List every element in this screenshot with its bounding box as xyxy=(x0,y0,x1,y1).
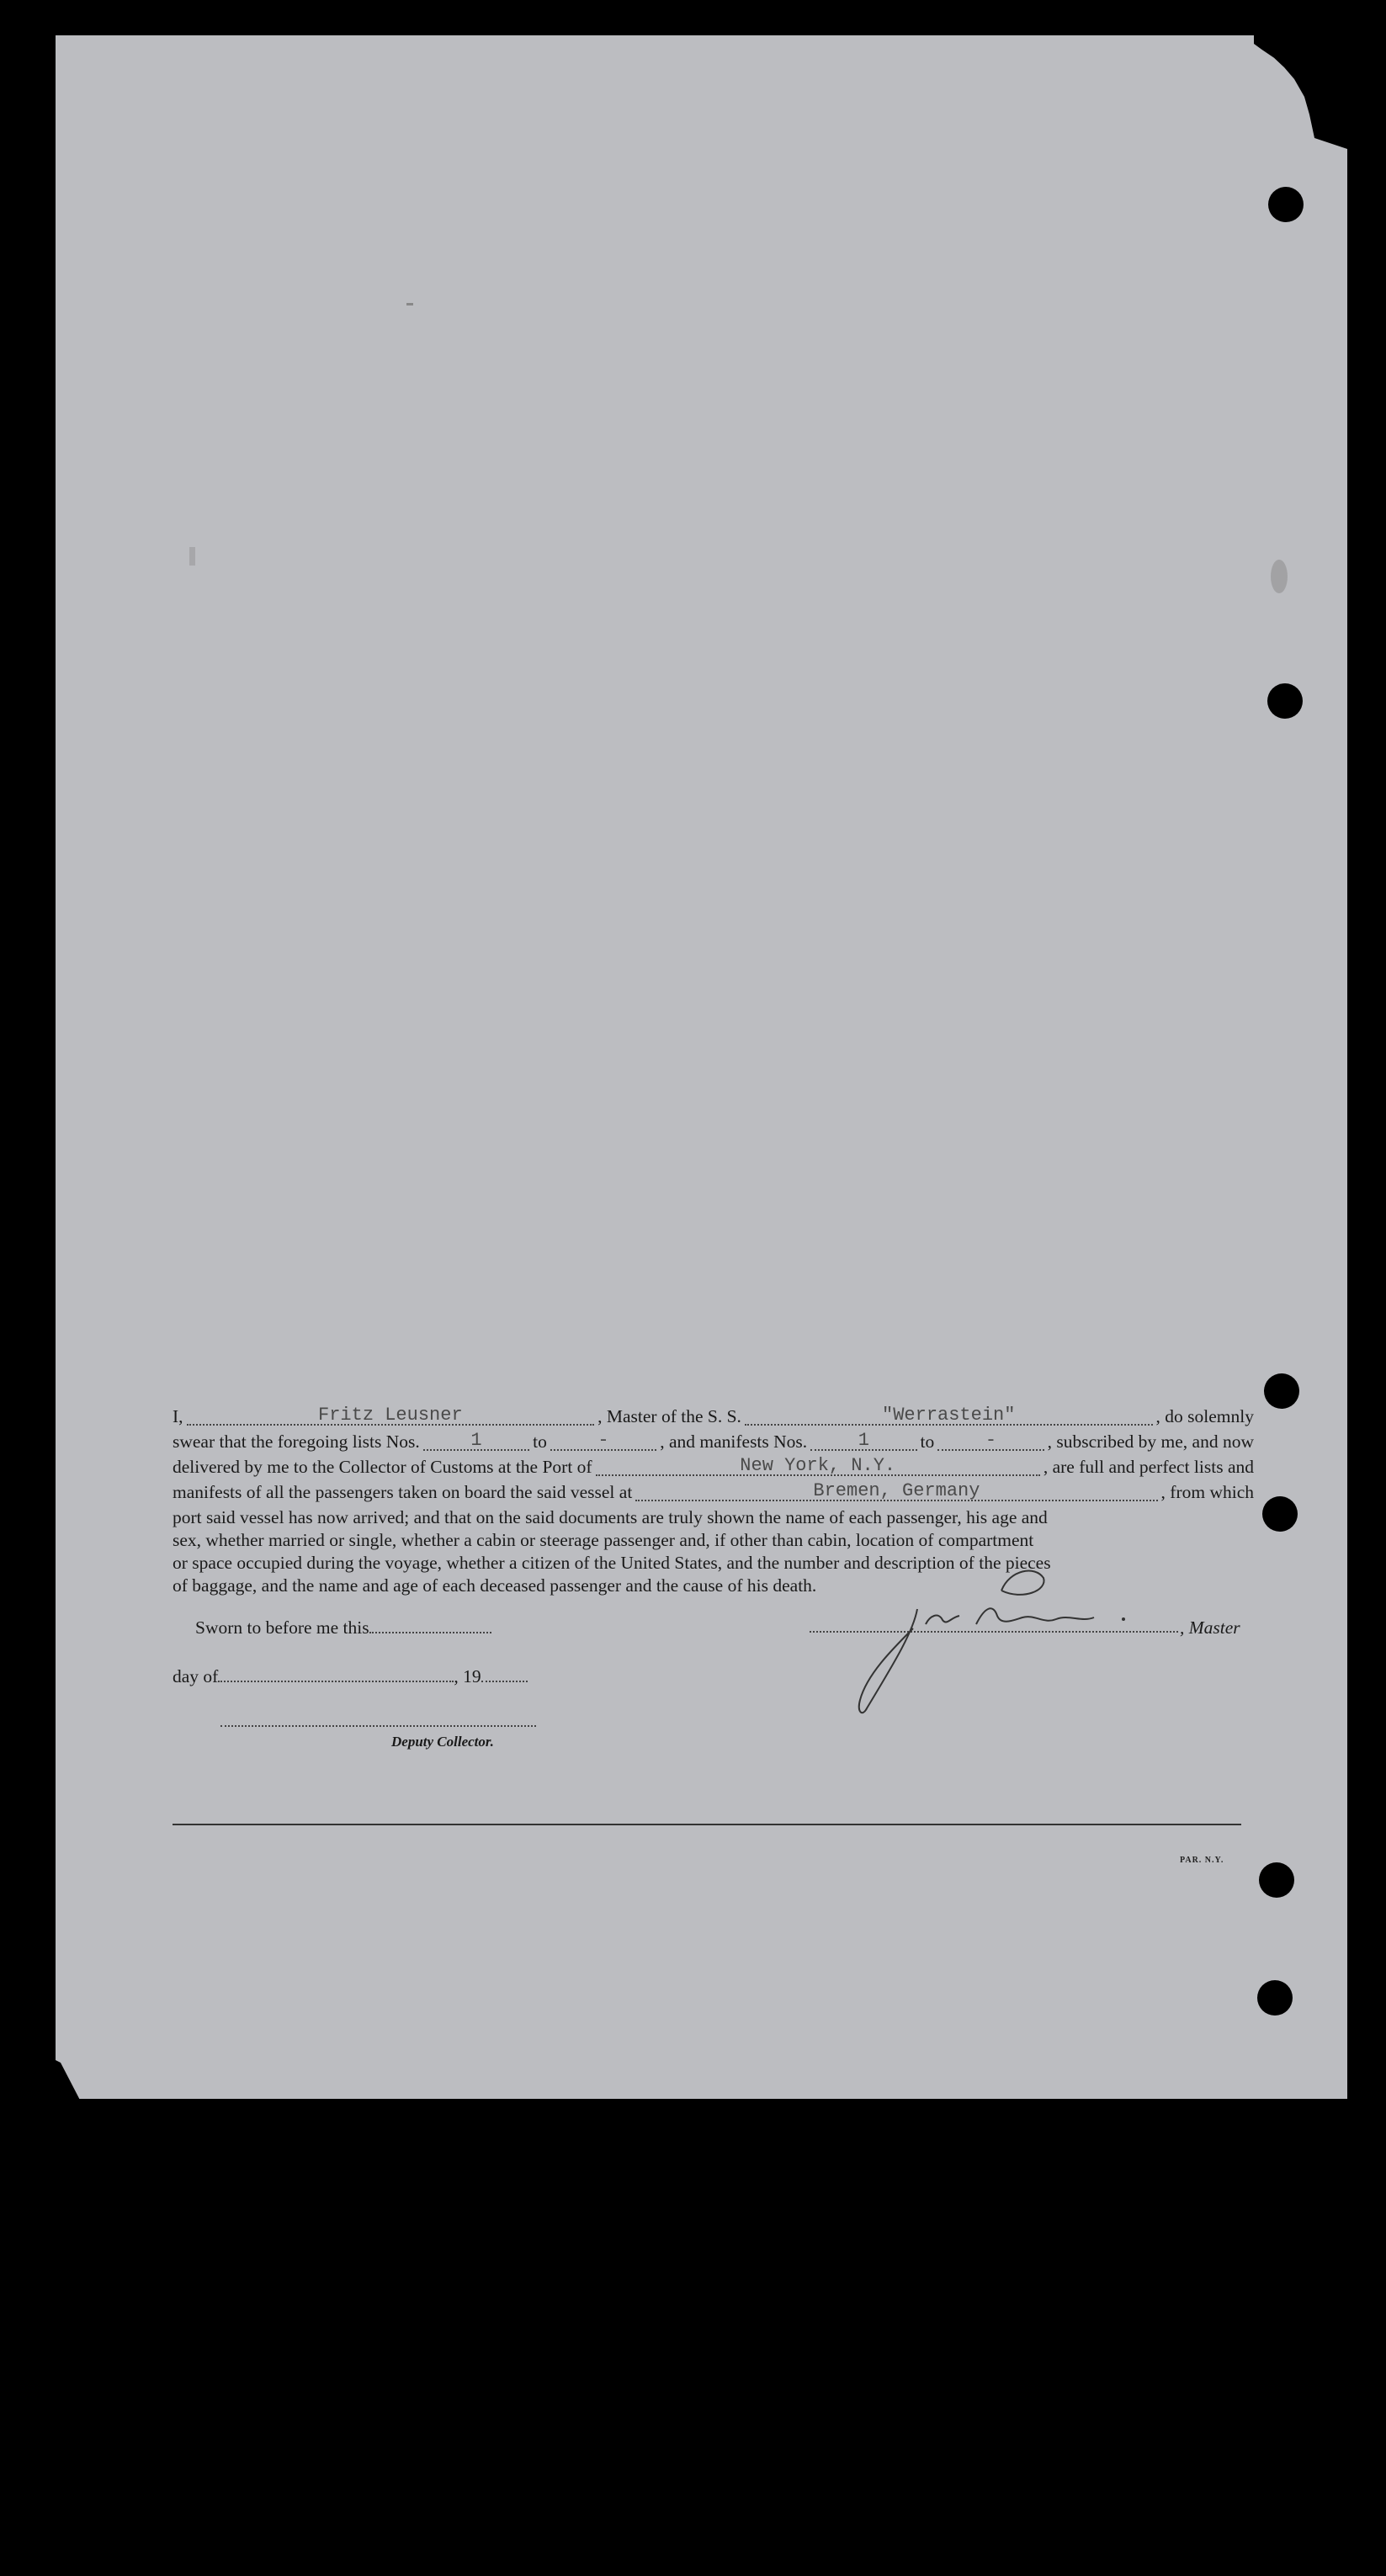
speck xyxy=(189,547,195,566)
manifests-from: 1 xyxy=(858,1430,869,1451)
punch-hole xyxy=(1262,1496,1298,1532)
oath-text: , subscribed by me, and now xyxy=(1047,1431,1255,1452)
document-page xyxy=(56,35,1347,2099)
lists-to: - xyxy=(597,1430,609,1451)
sworn-text: Sworn to before me this xyxy=(195,1617,369,1638)
lists-from: 1 xyxy=(470,1430,482,1451)
punch-hole xyxy=(1267,683,1303,719)
oath-text: to xyxy=(920,1431,935,1452)
year-text: , 19 xyxy=(454,1666,481,1686)
oath-text: , from which xyxy=(1160,1482,1254,1502)
oath-line-1 xyxy=(173,1405,1254,1431)
lists-to-field xyxy=(550,1431,656,1451)
oath-line-6: sex, whether married or single, whether a cabin or steerage passenger and, if other than cabin, location of compartment xyxy=(173,1530,1034,1550)
manifests-to: - xyxy=(985,1430,997,1451)
punch-hole xyxy=(1264,1373,1299,1409)
master-name-field xyxy=(187,1405,595,1426)
horizontal-rule xyxy=(173,1824,1241,1825)
oath-text: swear that the foregoing lists Nos. xyxy=(173,1431,420,1452)
manifests-to-field xyxy=(937,1431,1043,1451)
deputy-signature-line xyxy=(220,1725,536,1727)
port-field xyxy=(596,1456,1040,1476)
departure-field xyxy=(635,1481,1157,1501)
oath-text: , are full and perfect lists and xyxy=(1043,1457,1254,1477)
oath-text: , and manifests Nos. xyxy=(660,1431,808,1452)
oath-solemnly: , do solemnly xyxy=(1155,1406,1254,1426)
punch-hole xyxy=(1259,1862,1294,1898)
oath-master-label: , Master of the S. S. xyxy=(597,1406,741,1426)
printer-mark: PAR. N.Y. xyxy=(1180,1856,1224,1865)
oath-line-7: or space occupied during the voyage, whether a citizen of the United States, and the number and description of the pieces xyxy=(173,1553,1051,1573)
deputy-collector-label: Deputy Collector. xyxy=(391,1734,494,1750)
oath-line-3 xyxy=(173,1456,1254,1481)
oath-intro: I, xyxy=(173,1406,183,1426)
oath-line-5: port said vessel has now arrived; and that on the said documents are truly shown the name of each passenger, his age and xyxy=(173,1507,1048,1527)
lists-from-field xyxy=(423,1431,529,1451)
day-of-line xyxy=(173,1666,528,1687)
port-name: New York, N.Y. xyxy=(740,1455,896,1476)
handwritten-signature xyxy=(833,1565,1203,1717)
day-of-text: day of xyxy=(173,1666,219,1686)
master-name: Fritz Leusner xyxy=(318,1405,463,1426)
oath-line-2 xyxy=(173,1431,1254,1456)
speck xyxy=(406,303,413,305)
oath-line-4 xyxy=(173,1481,1254,1506)
punch-hole xyxy=(1268,187,1304,222)
speck xyxy=(1271,560,1288,593)
oath-line-8: of baggage, and the name and age of each deceased passenger and the cause of his death. xyxy=(173,1575,817,1596)
oath-text: to xyxy=(533,1431,547,1452)
punch-hole xyxy=(1257,1980,1293,2016)
master-label: , Master xyxy=(1180,1617,1240,1638)
sworn-line xyxy=(195,1617,491,1639)
oath-text: delivered by me to the Collector of Customs at the Port of xyxy=(173,1457,592,1477)
ship-name: "Werrastein" xyxy=(882,1405,1016,1426)
oath-text: manifests of all the passengers taken on board the said vessel at xyxy=(173,1482,633,1502)
ship-name-field xyxy=(745,1405,1153,1426)
manifests-from-field xyxy=(810,1431,916,1451)
departure-port: Bremen, Germany xyxy=(813,1480,980,1501)
